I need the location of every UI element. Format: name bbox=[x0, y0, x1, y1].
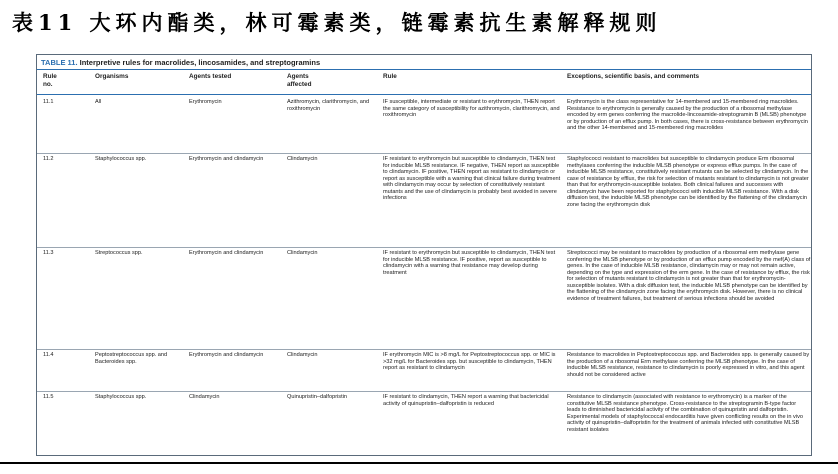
table-row bbox=[37, 153, 812, 247]
header-exceptions: Exceptions, scientific basis, and comments bbox=[567, 73, 700, 80]
table-caption bbox=[41, 57, 320, 69]
header-rule-no: Rule no. bbox=[43, 73, 57, 88]
exceptions-cell: Resistance to clindamycin (associated with resistance to erythromycin) is a marker of the constitutive MLSB resistance phenotype. Cross-resistance to the streptogramin B-type factor leads to diminished bactericidal activity of the combination of quinupristin and dalfopristin. Experimental models of staphylococcal endocarditis have given conflicting results on the in vivo activity of quinupristin–dalfopristin for the treatment of animals infected with constitutive MLSB resistant isolates bbox=[567, 394, 803, 433]
agents-affected-cell: Quinupristin–dalfopristin bbox=[287, 394, 348, 400]
agents-affected-cell: Clindamycin bbox=[287, 352, 318, 358]
organisms-cell: Peptostreptococcus spp. and Bacteroides spp. bbox=[95, 352, 168, 365]
rule-number: 11.4 bbox=[43, 352, 54, 358]
rule-cell: IF susceptible, intermediate or resistant to erythromycin, THEN report the same category of susceptibility for azithromycin, clarithromycin, and roxithromycin bbox=[383, 99, 560, 119]
exceptions-cell: Erythromycin is the class representative for 14-membered and 15-membered ring macrolides. Resistance to erythromycin is generally caused by the production of a ribosomal methylase encoded by erm genes conferring the macrolide-lincosamide-streptogramin B (MLSB) phenotype or by production of an efflux pump. In both cases, there is cross-resistance between erythromycin and the other 14-membered and 15-membered ring macrolides bbox=[567, 99, 808, 132]
page-divider bbox=[0, 462, 838, 464]
agents-affected-cell: Clindamycin bbox=[287, 250, 318, 256]
header-organisms: Organisms bbox=[95, 73, 129, 80]
exceptions-cell: Resistance to macrolides in Peptostreptococcus spp. and Bacteroides spp. is generally caused by the production of a ribosomal Erm methylase conferring the MLSB phenotype. In the case of inducible MLSB resistance, resistance to clindamycin is poorly expressed in vitro, and this agent should not be considered active bbox=[567, 352, 810, 378]
table-row bbox=[37, 391, 812, 456]
organisms-cell: Streptococcus spp. bbox=[95, 250, 143, 256]
agents-affected-cell: Azithromycin, clarithromycin, and roxithromycin bbox=[287, 99, 370, 112]
organisms-cell: Staphylococcus spp. bbox=[95, 156, 147, 162]
agents-tested-cell: Erythromycin and clindamycin bbox=[189, 156, 264, 162]
rule-number: 11.2 bbox=[43, 156, 54, 162]
rule-number: 11.1 bbox=[43, 99, 54, 105]
table-row bbox=[37, 97, 812, 151]
agents-tested-cell: Clindamycin bbox=[189, 394, 220, 400]
agents-tested-cell: Erythromycin and clindamycin bbox=[189, 250, 264, 256]
table-row bbox=[37, 349, 812, 391]
organisms-cell: All bbox=[95, 99, 102, 105]
table-caption-text: Interpretive rules for macrolides, lincosamides, and streptogramins bbox=[77, 58, 321, 67]
header-agents-affected: Agents affected bbox=[287, 73, 312, 88]
table-row bbox=[37, 247, 812, 351]
agents-affected-cell: Clindamycin bbox=[287, 156, 318, 162]
exceptions-cell: Staphylococci resistant to macrolides but susceptible to clindamycin produce Erm ribosomal methylases conferring the inducible MLSB phenotype or express efflux pumps. In the case of inducible MLSB resistance, constitutively resistant mutants can be selected by clindamycin. In the case of resistance by efflux, the risk for selection of mutants resistant to clindamycin is not greater than that for erythromycin-susceptible isolates. Both clinical failures and successes with clindamycin have been reported for staphylococci with inducible MLSB resistance. With a disk diffusion test, the inducible MLSB phenotype can be identified by the flattening of the clindamycin zone facing the erythromycin disk bbox=[567, 156, 809, 208]
rule-cell: IF resistant to erythromycin but susceptible to clindamycin, THEN test for inducible MLSB resistance. IF negative, THEN report as susceptible to clindamycin. IF positive, THEN report as resistant to clindamycin or report as susceptible with a warning that clinical failure during treatment with clindamycin may occur by selection of constitutively resistant mutants and the use of clindamycin is probably best avoided in severe infections bbox=[383, 156, 561, 202]
rule-number: 11.5 bbox=[43, 394, 54, 400]
interpretive-rules-table bbox=[36, 54, 812, 456]
organisms-cell: Staphylococcus spp. bbox=[95, 394, 147, 400]
agents-tested-cell: Erythromycin bbox=[189, 99, 222, 105]
exceptions-cell: Streptococci may be resistant to macrolides by production of a ribosomal erm methylase gene conferring the MLSB phenotype or by production of an efflux pump encoded by the mef(A) class of genes. In the case of inducible MLSB resistance, clindamycin may or may not remain active, depending on the type and expression of the erm gene. In the case of resistance by efflux, the risk for selection of mutants resistant to clindamycin is not greater than that for erythromycin-susceptible isolates. With a disk diffusion test, the inducible MLSB phenotype can be identified by the flattening of the clindamycin zone facing the erythromycin disk. However, there is no clinical evidence of treatment failures, but treatment of serious infections should be avoided bbox=[567, 250, 811, 302]
agents-tested-cell: Erythromycin and clindamycin bbox=[189, 352, 264, 358]
page-title: 表11 大环内酯类，林可霉素类，链霉素抗生素解释规则 bbox=[12, 10, 662, 35]
rule-cell: IF resistant to clindamycin, THEN report a warning that bactericidal activity of quinupristin–dalfopristin is reduced bbox=[383, 394, 549, 407]
table-header-row bbox=[37, 69, 812, 95]
rule-cell: IF erythromycin MIC is >8 mg/L for Peptostreptococcus spp. or MIC is >32 mg/L for Bacteroides spp. but susceptible to clindamycin, THEN report as resistant to clindamycin bbox=[383, 352, 556, 372]
header-rule: Rule bbox=[383, 73, 397, 80]
rule-cell: IF resistant to erythromycin but susceptible to clindamycin, THEN test for inducible MLSB resistance. IF positive, report as susceptible to clindamycin with a warning that resistance may develop during treatment bbox=[383, 250, 556, 276]
table-caption-tag: TABLE 11. bbox=[41, 58, 78, 67]
rule-number: 11.3 bbox=[43, 250, 54, 256]
header-agents-tested: Agents tested bbox=[189, 73, 232, 80]
